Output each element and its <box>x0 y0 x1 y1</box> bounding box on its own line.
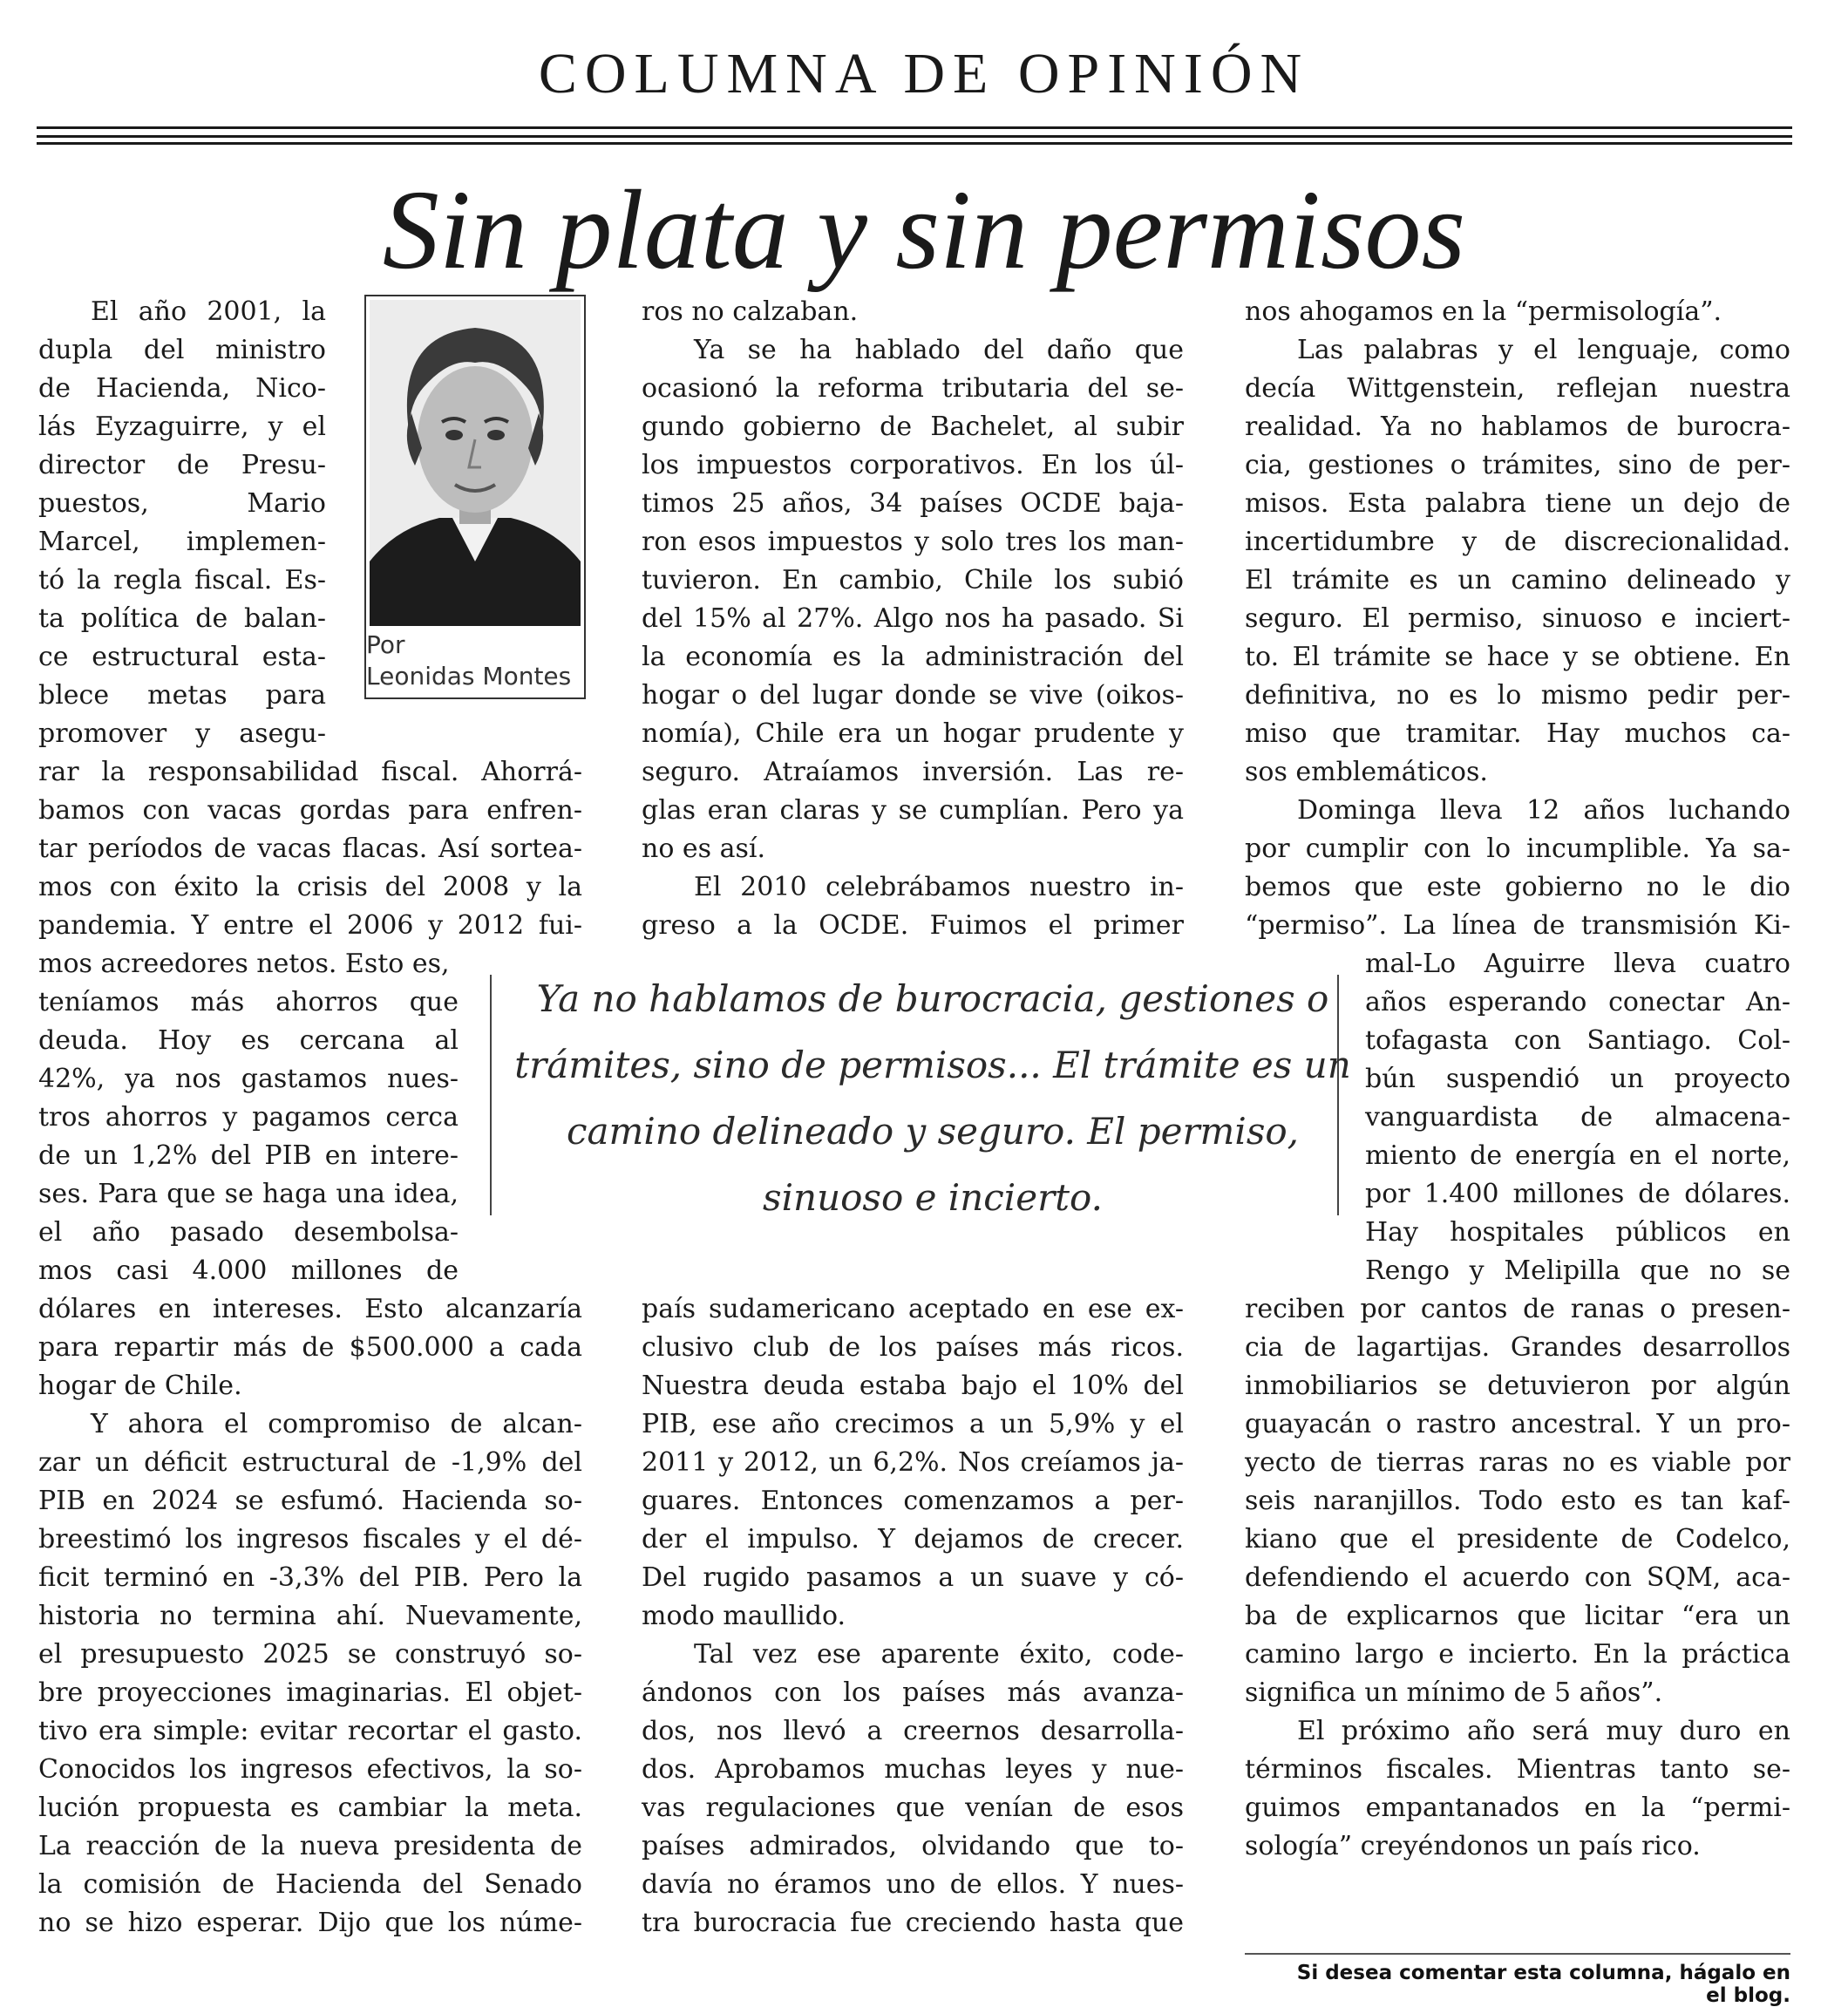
text-line: hogar de Chile. <box>38 1371 242 1401</box>
pull-quote-line: camino delineado y seguro. El permiso, <box>566 1110 1300 1153</box>
caption-prefix: Por <box>366 630 405 659</box>
text-line: guimos empantanados en la “permi- <box>1245 1793 1790 1823</box>
text-line: dos, nos llevó a creernos desarrolla- <box>642 1716 1184 1746</box>
text-line: mos casi 4.000 millones de <box>38 1255 459 1286</box>
text-line: ce estructural esta- <box>38 642 326 672</box>
text-line: Tal vez ese aparente éxito, code- <box>694 1639 1184 1670</box>
column-1-top <box>38 293 326 753</box>
text-line: director de Presu- <box>38 450 326 480</box>
text-line: la comisión de Hacienda del Senado <box>38 1869 582 1900</box>
column-1-mid <box>38 753 582 945</box>
text-line: modo maullido. <box>642 1601 846 1631</box>
text-line: puestos, Mario <box>38 488 326 519</box>
pull-quote <box>488 966 1377 1231</box>
text-line: El trámite es un camino delineado y <box>1245 565 1790 595</box>
text-line: ficit terminó en -3,3% del PIB. Pero la <box>38 1562 582 1593</box>
pull-quote-line: sinuoso e incierto. <box>763 1176 1103 1219</box>
text-line: Dominga lleva 12 años luchando <box>1297 795 1790 826</box>
text-line: nomía), Chile era un hogar prudente y <box>642 718 1184 749</box>
text-line: Del rugido pasamos a un suave y có- <box>642 1562 1184 1593</box>
text-line: por 1.400 millones de dólares. <box>1365 1179 1790 1209</box>
text-line: bamos con vacas gordas para enfren- <box>38 795 582 826</box>
text-line: historia no termina ahí. Nuevamente, <box>38 1601 582 1631</box>
text-line: del 15% al 27%. Algo nos ha pasado. Si <box>642 603 1184 634</box>
text-line: blece metas para <box>38 680 326 711</box>
text-line: dólares en intereses. Esto alcanzaría <box>38 1294 582 1324</box>
text-line: vas regulaciones que venían de esos <box>642 1793 1184 1823</box>
text-line: bemos que este gobierno no le dio <box>1245 872 1790 902</box>
column-1-bottom <box>38 1290 582 1942</box>
text-line: Y ahora el compromiso de alcan- <box>91 1409 582 1439</box>
text-line: Rengo y Melipilla que no se <box>1365 1255 1790 1286</box>
text-line: tuvieron. En cambio, Chile los subió <box>642 565 1184 595</box>
text-line: cia, gestiones o trámites, sino de per- <box>1245 450 1790 480</box>
text-line: 42%, ya nos gastamos nues- <box>38 1064 459 1094</box>
text-line: tó la regla fiscal. Es- <box>38 565 326 595</box>
text-line: Hay hospitales públicos en <box>1365 1217 1790 1248</box>
text-line: dupla del ministro <box>38 335 326 365</box>
text-line: promover y asegu- <box>38 718 326 749</box>
text-line: PIB, ese año crecimos a un 5,9% y el <box>642 1409 1184 1439</box>
text-line: gundo gobierno de Bachelet, al subir <box>642 412 1184 442</box>
column-2-top <box>642 293 1184 945</box>
text-line: rar la responsabilidad fiscal. Ahorrá- <box>38 757 582 787</box>
text-line: camino largo e incierto. En la práctica <box>1245 1639 1790 1670</box>
text-line: la economía es la administración del <box>642 642 1184 672</box>
text-line: guares. Entonces comenzamos a per- <box>642 1486 1184 1516</box>
text-line: mal-Lo Aguirre lleva cuatro <box>1365 949 1790 979</box>
text-line: breestimó los ingresos fiscales y el dé- <box>38 1524 582 1555</box>
text-line: guayacán o rastro ancestral. Y un pro- <box>1245 1409 1790 1439</box>
text-line: greso a la OCDE. Fuimos el primer <box>642 910 1184 941</box>
text-line: misos. Esta palabra tiene un dejo de <box>1245 488 1790 519</box>
text-line: incertidumbre y de discrecionalidad. <box>1245 527 1790 557</box>
text-line: timos 25 años, 34 países OCDE baja- <box>642 488 1184 519</box>
text-line: realidad. Ya no hablamos de burocra- <box>1245 412 1790 442</box>
text-line: años esperando conectar An- <box>1365 987 1790 1017</box>
column-1-narrow <box>38 945 459 1290</box>
column-3-bottom <box>1245 1290 1790 1866</box>
footer-note: Si desea comentar esta columna, hágalo en el blog. <box>1296 1962 1790 2007</box>
text-line: seguro. Atraíamos inversión. Las re- <box>642 757 1184 787</box>
text-line: glas eran claras y se cumplían. Pero ya <box>642 795 1184 826</box>
text-line: clusivo club de los países más ricos. <box>642 1332 1184 1363</box>
text-line: inmobiliarios se detuvieron por algún <box>1245 1371 1790 1401</box>
text-line: pandemia. Y entre el 2006 y 2012 fui- <box>38 910 582 941</box>
text-line: lución propuesta es cambiar la meta. <box>38 1793 582 1823</box>
text-line: vanguardista de almacena- <box>1365 1102 1790 1133</box>
section-divider <box>37 126 1792 145</box>
text-line: ta política de balan- <box>38 603 326 634</box>
text-line: tofagasta con Santiago. Col- <box>1365 1025 1790 1056</box>
text-line: sología” creyéndonos un país rico. <box>1245 1831 1701 1861</box>
text-line: sos emblemáticos. <box>1245 757 1488 787</box>
text-line: tivo era simple: evitar recortar el gasto. <box>38 1716 582 1746</box>
text-line: definitiva, no es lo mismo pedir per- <box>1245 680 1790 711</box>
text-line: por cumplir con lo incumplible. Ya sa- <box>1245 833 1790 864</box>
text-line: hogar o del lugar donde se vive (oikos- <box>642 680 1184 711</box>
text-line: deuda. Hoy es cercana al <box>38 1025 459 1056</box>
text-line: mos con éxito la crisis del 2008 y la <box>38 872 582 902</box>
text-line: ros no calzaban. <box>642 296 859 327</box>
text-line: yecto de tierras raras no es viable por <box>1245 1447 1790 1478</box>
text-line: los impuestos corporativos. En los úl- <box>642 450 1184 480</box>
text-line: davía no éramos uno de ellos. Y nues- <box>642 1869 1184 1900</box>
text-line: tar períodos de vacas flacas. Así sortea- <box>38 833 582 864</box>
text-line: La reacción de la nueva presidenta de <box>38 1831 582 1861</box>
text-line: mos acreedores netos. Esto es, <box>38 949 450 979</box>
text-line: 2011 y 2012, un 6,2%. Nos creíamos ja- <box>642 1447 1184 1478</box>
text-line: el año pasado desembolsa- <box>38 1217 459 1248</box>
text-line: países admirados, olvidando que to- <box>642 1831 1184 1861</box>
pull-quote-line: Ya no hablamos de burocracia, gestiones o <box>536 977 1329 1020</box>
text-line: no es así. <box>642 833 766 864</box>
text-line: teníamos más ahorros que <box>38 987 459 1017</box>
text-line: PIB en 2024 se esfumó. Hacienda so- <box>38 1486 582 1516</box>
text-line: el presupuesto 2025 se construyó so- <box>38 1639 582 1670</box>
column-3-narrow <box>1365 945 1790 1290</box>
text-line: tra burocracia fue creciendo hasta que <box>642 1908 1184 1938</box>
text-line: bre proyecciones imaginarias. El objet- <box>38 1677 582 1708</box>
text-line: dos. Aprobamos muchas leyes y nue- <box>642 1754 1184 1785</box>
footer-divider <box>1245 1953 1790 1955</box>
text-line: kiano que el presidente de Codelco, <box>1245 1524 1790 1555</box>
text-line: zar un déficit estructural de -1,9% del <box>38 1447 582 1478</box>
text-line: Conocidos los ingresos efectivos, la so- <box>38 1754 582 1785</box>
text-line: der el impulso. Y dejamos de crecer. <box>642 1524 1184 1555</box>
text-line: Nuestra deuda estaba bajo el 10% del <box>642 1371 1184 1401</box>
text-line: to. El trámite se hace y se obtiene. En <box>1245 642 1790 672</box>
text-line: ses. Para que se haga una idea, <box>38 1179 459 1209</box>
text-line: Las palabras y el lenguaje, como <box>1297 335 1790 365</box>
text-line: seguro. El permiso, sinuoso e inciert- <box>1245 603 1790 634</box>
text-line: Ya se ha hablado del daño que <box>694 335 1184 365</box>
text-line: El próximo año será muy duro en <box>1297 1716 1790 1746</box>
text-line: país sudamericano aceptado en ese ex- <box>642 1294 1184 1324</box>
text-line: para repartir más de $500.000 a cada <box>38 1332 582 1363</box>
text-line: decía Wittgenstein, reflejan nuestra <box>1245 373 1790 404</box>
text-line: defendiendo el acuerdo con SQM, aca- <box>1245 1562 1790 1593</box>
text-line: miso que tramitar. Hay muchos ca- <box>1245 718 1790 749</box>
text-line: seis naranjillos. Todo esto es tan kaf- <box>1245 1486 1790 1516</box>
text-line: reciben por cantos de ranas o presen- <box>1245 1294 1790 1324</box>
text-line: no se hizo esperar. Dijo que los núme- <box>38 1908 582 1938</box>
text-line: significa un mínimo de 5 años”. <box>1245 1677 1663 1708</box>
text-line: lás Eyzaguirre, y el <box>38 412 326 442</box>
author-photo <box>370 300 581 626</box>
text-line: términos fiscales. Mientras tanto se- <box>1245 1754 1790 1785</box>
text-line: El 2010 celebrábamos nuestro in- <box>694 872 1184 902</box>
text-line: ba de explicarnos que licitar “era un <box>1245 1601 1790 1631</box>
text-line: nos ahogamos en la “permisología”. <box>1245 296 1722 327</box>
column-3-top <box>1245 293 1790 945</box>
headline: Sin plata y sin permisos <box>382 167 1466 293</box>
text-line: cia de lagartijas. Grandes desarrollos <box>1245 1332 1790 1363</box>
text-line: Marcel, implemen- <box>38 527 326 557</box>
text-line: ron esos impuestos y solo tres los man- <box>642 527 1184 557</box>
column-2-bottom <box>642 1290 1184 1942</box>
text-line: tros ahorros y pagamos cerca <box>38 1102 459 1133</box>
author-caption <box>366 629 584 692</box>
text-line: ocasionó la reforma tributaria del se- <box>642 373 1184 404</box>
pull-quote-line: trámites, sino de permisos... El trámite es un <box>514 1044 1351 1086</box>
text-line: de un 1,2% del PIB en intere- <box>38 1140 459 1171</box>
text-line: “permiso”. La línea de transmisión Ki- <box>1245 910 1790 941</box>
section-title: COLUMNA DE OPINIÓN <box>538 42 1310 105</box>
author-portrait-image <box>370 300 581 626</box>
text-line: El año 2001, la <box>91 296 326 327</box>
text-line: ándonos con los países más avanza- <box>642 1677 1184 1708</box>
author-name: Leonidas Montes <box>366 662 572 691</box>
text-line: de Hacienda, Nico- <box>38 373 326 404</box>
text-line: bún suspendió un proyecto <box>1365 1064 1790 1094</box>
text-line: miento de energía en el norte, <box>1365 1140 1790 1171</box>
